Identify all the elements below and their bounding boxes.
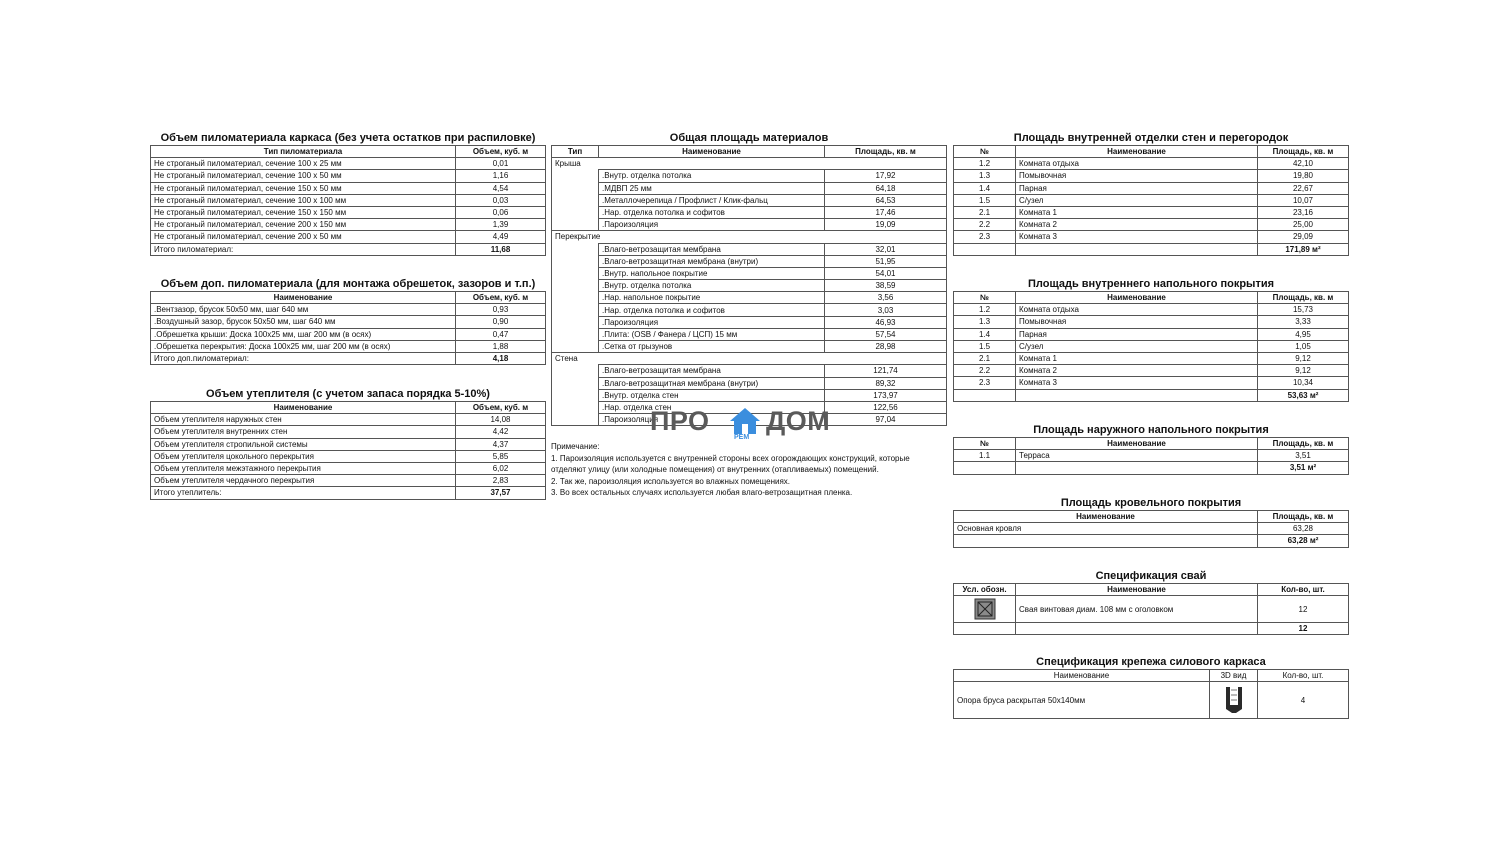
notes-heading: Примечание: [551,442,600,451]
column-header: Площадь, кв. м [1258,146,1349,158]
table-header [954,511,1349,523]
lumber-table [150,145,546,256]
column-header: 3D вид [1210,670,1258,682]
table-row: .Металлочерепица / Профлист / Клик-фальц 64,53 [552,194,947,206]
table-row: 1.3 Помывочная 19,80 [954,170,1349,182]
table-row: .Нар. отделка потолка и софитов 3,03 [552,304,947,316]
table-header [954,584,1349,596]
table-row: .Нар. отделка потолка и софитов 17,46 [552,206,947,218]
total-row: 63,28 м² [954,535,1349,547]
column-header: № [954,438,1016,450]
table-header [151,146,546,158]
column-header: Кол-во, шт. [1258,584,1349,596]
floor-outer-title: Площадь наружного напольного покрытия [1033,424,1269,436]
floor-outer-table [953,437,1349,475]
table-row: .Обрешетка перекрытия: Доска 100х25 мм, шаг 200 мм (в осях) 1,88 [151,340,546,352]
table-row: Не строганый пиломатериал, сечение 100 х 100 мм 0,03 [151,194,546,206]
group-row: Стена [552,353,947,365]
table-row: .Обрешетка крыши: Доска 100х25 мм, шаг 200 мм (в осях) 0,47 [151,328,546,340]
pile-symbol-icon [974,598,996,620]
table-row: 1.2 Комната отдыха 15,73 [954,304,1349,316]
column-header: Наименование [1016,584,1258,596]
total-row: 171,89 м² [954,243,1349,255]
roofing-title: Площадь кровельного покрытия [1060,497,1242,509]
piles-table [953,583,1349,635]
column-header: Наименование [954,511,1258,523]
table-header [954,292,1349,304]
column-header: Площадь, кв. м [1258,511,1349,523]
lumber-block [150,132,546,256]
table-row: Объем утеплителя чердачного перекрытия 2,83 [151,475,546,487]
column-header: Объем, куб. м [456,402,546,414]
note-line: отделяют улицу (или холодные помещения) от внутренних (отапливаемых) помещений. [551,465,879,475]
table-row: 1.5 С/узел 1,05 [954,340,1349,352]
wall-finish-title: Площадь внутренней отделки стен и перегородок [1013,132,1289,144]
column-header: Наименование [599,146,825,158]
table-row: Объем утеплителя внутренних стен 4,42 [151,426,546,438]
table-header [552,146,947,158]
table-row: .Влаго-ветрозащитая мембрана 32,01 [552,243,947,255]
extra-lumber-block [150,278,546,365]
column-header: Кол-во, шт. [1258,670,1349,682]
total-row: 53,63 м² [954,389,1349,401]
table-row: .Внутр. отделка потолка 17,92 [552,170,947,182]
table-row: .Внутр. напольное покрытие 54,01 [552,267,947,279]
table-header [151,292,546,304]
extra-lumber-table [150,291,546,365]
column-header: Объем, куб. м [456,146,546,158]
column-header: Наименование [1016,292,1258,304]
floor-inner-table [953,291,1349,402]
lumber-title: Объем пиломатериала каркаса (без учета остатков при распиловке) [160,132,536,144]
column-header: № [954,292,1016,304]
insulation-table [150,401,546,500]
table-row: .Влаго-ветрозащитая мембрана 121,74 [552,365,947,377]
table-row: Не строганый пиломатериал, сечение 100 х 25 мм 0,01 [151,158,546,170]
table-row: Основная кровля 63,28 [954,523,1349,535]
table-row: Не строганый пиломатериал, сечение 100 х 50 мм 1,16 [151,170,546,182]
materials-title: Общая площадь материалов [669,132,829,144]
total-row: 3,51 м² [954,462,1349,474]
table-row: Не строганый пиломатериал, сечение 200 х 50 мм 4,49 [151,231,546,243]
piles-title: Спецификация свай [1095,570,1207,582]
table-row: .Пароизоляция 46,93 [552,316,947,328]
total-row: Итого утеплитель: 37,57 [151,487,546,499]
table-row: .Нар. напольное покрытие 3,56 [552,292,947,304]
roofing-table [953,510,1349,548]
table-header [954,438,1349,450]
table-row: .Сетка от грызунов 28,98 [552,341,947,353]
logo-left-text: ПРО [650,406,710,436]
extra-lumber-title: Объем доп. пиломатериала (для монтажа обрешеток, зазоров и т.п.) [160,278,536,290]
floor-outer-block [953,424,1349,475]
materials-block [551,132,947,426]
total-row: Итого пиломатериал: 11,68 [151,243,546,255]
column-header: Тип [552,146,599,158]
table-row: 2.2 Комната 2 9,12 [954,365,1349,377]
column-header: Объем, куб. м [456,292,546,304]
watermark-logo [650,404,850,444]
table-row: Не строганый пиломатериал, сечение 150 х 150 мм 0,06 [151,206,546,218]
table-row: .Внутр. отделка стен 173,97 [552,389,947,401]
column-header: Наименование [151,402,456,414]
notes-block [551,441,947,499]
table-row: 2.3 Комната 3 29,09 [954,231,1349,243]
wall-finish-block [953,132,1349,256]
table-row: Опора бруса раскрытая 50х140мм 4 [954,682,1349,719]
table-row: 2.2 Комната 2 25,00 [954,219,1349,231]
bracket-3d-icon [1223,685,1245,715]
table-row: .Пароизоляция 97,04 [552,414,947,426]
table-row: 1.4 Парная 4,95 [954,328,1349,340]
wall-finish-table [953,145,1349,256]
table-header [954,146,1349,158]
table-row: 1.4 Парная 22,67 [954,182,1349,194]
table-row: .Внутр. отделка потолка 38,59 [552,280,947,292]
table-header [954,670,1349,682]
table-row: .Нар. отделка стен 122,56 [552,401,947,413]
table-row: .Плита: (OSB / Фанера / ЦСП) 15 мм 57,54 [552,328,947,340]
table-row: Объем утеплителя цокольного перекрытия 5,85 [151,450,546,462]
table-row: 2.1 Комната 1 23,16 [954,206,1349,218]
column-header: Тип пиломатериала [151,146,456,158]
table-row: Не строганый пиломатериал, сечение 200 х 150 мм 1,39 [151,219,546,231]
fasteners-title: Спецификация крепежа силового каркаса [1036,656,1266,668]
piles-block [953,570,1349,635]
table-row: 1.3 Помывочная 3,33 [954,316,1349,328]
table-row: 1.1 Терраса 3,51 [954,450,1349,462]
table-row: 1.5 С/узел 10,07 [954,194,1349,206]
column-header: Наименование [151,292,456,304]
fasteners-table [953,669,1349,719]
floor-inner-block [953,278,1349,402]
insulation-block [150,388,546,500]
column-header: Площадь, кв. м [825,146,947,158]
note-line: 2. Так же, пароизоляция используется во влажных помещениях. [551,476,791,486]
total-row: 12 [954,623,1349,635]
table-row: Объем утеплителя межэтажного перекрытия 6,02 [151,462,546,474]
table-row: 2.3 Комната 3 10,34 [954,377,1349,389]
column-header: Наименование [954,670,1210,682]
total-row: Итого доп.пиломатериал: 4,18 [151,352,546,364]
note-line: 1. Пароизоляция используется с внутренней стороны всех огорождающих конструкций, которые [551,453,910,463]
group-row: Крыша [552,158,947,170]
house-icon [728,406,762,436]
table-row: Объем утеплителя стропильной системы 4,37 [151,438,546,450]
fasteners-block [953,656,1349,719]
table-row: Не строганый пиломатериал, сечение 150 х 50 мм 4,54 [151,182,546,194]
table-row: .Влаго-ветрозащитная мембрана (внутри) 89,32 [552,377,947,389]
insulation-title: Объем утеплителя (с учетом запаса порядка 5-10%) [206,388,490,400]
column-header: № [954,146,1016,158]
table-row: 2.1 Комната 1 9,12 [954,352,1349,364]
table-row: .Влаго-ветрозащитная мембрана (внутри) 51,95 [552,255,947,267]
table-row: Свая винтовая диам. 108 мм с оголовком 12 [954,596,1349,623]
table-row: .Вентзазор, брусок 50х50 мм, шаг 640 мм 0,93 [151,304,546,316]
table-row: .Воздушный зазор, брусок 50х50 мм, шаг 640 мм 0,90 [151,316,546,328]
table-row: .Пароизоляция 19,09 [552,219,947,231]
materials-table [551,145,947,426]
column-header: Наименование [1016,146,1258,158]
roofing-block [953,497,1349,548]
column-header: Усл. обозн. [954,584,1016,596]
group-row: Перекрытие [552,231,947,243]
column-header: Площадь, кв. м [1258,292,1349,304]
table-row: Объем утеплителя наружных стен 14,08 [151,414,546,426]
logo-sub-text: РЕМ [734,434,750,441]
table-row: 1.2 Комната отдыха 42,10 [954,158,1349,170]
note-line: 3. Во всех остальных случаях используется любая влаго-ветрозащитная пленка. [551,488,853,498]
table-row: .МДВП 25 мм 64,18 [552,182,947,194]
floor-inner-title: Площадь внутреннего напольного покрытия [1027,278,1275,290]
column-header: Площадь, кв. м [1258,438,1349,450]
column-header: Наименование [1016,438,1258,450]
table-header [151,402,546,414]
logo-right-text: ДОМ [766,406,831,436]
